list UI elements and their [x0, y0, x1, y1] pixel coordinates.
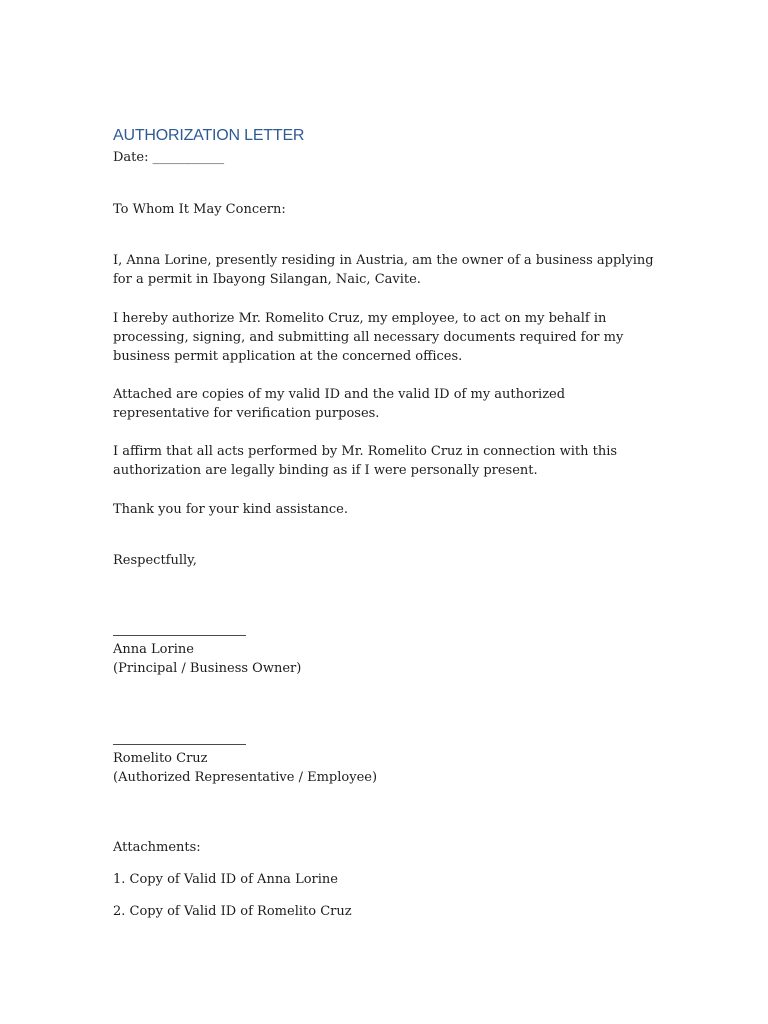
paragraph-thanks: Thank you for your kind assistance. [113, 502, 348, 517]
signature-line-principal [113, 635, 246, 636]
paragraph-affirmation: I affirm that all acts performed by Mr. Romelito Cruz in connection with this authorization are legally binding as if I were personally present. [113, 444, 618, 478]
salutation: To Whom It May Concern: [113, 202, 286, 217]
signatory-name-principal: Anna Lorine [113, 642, 194, 657]
attachment-item: 1. Copy of Valid ID of Anna Lorine [113, 872, 338, 887]
signatory-role-principal: (Principal / Business Owner) [113, 661, 302, 676]
letter-title: AUTHORIZATION LETTER [113, 127, 305, 144]
signatory-role-representative: (Authorized Representative / Employee) [113, 770, 378, 785]
attachments-heading: Attachments: [113, 840, 201, 855]
signatory-name-representative: Romelito Cruz [113, 751, 208, 766]
date-line: Date: ___________ [113, 150, 225, 165]
closing: Respectfully, [113, 553, 197, 568]
attachment-item: 2. Copy of Valid ID of Romelito Cruz [113, 904, 352, 919]
paragraph-residency: I, Anna Lorine, presently residing in Austria, am the owner of a business applying for a permit in Ibayong Silangan, Naic, Cavite. [113, 253, 654, 287]
signature-line-representative [113, 744, 246, 745]
paragraph-authorization: I hereby authorize Mr. Romelito Cruz, my employee, to act on my behalf in processing, signing, and submitting all necessary documents required for my business permit application at the concerned offices. [113, 311, 624, 364]
paragraph-attachments-note: Attached are copies of my valid ID and the valid ID of my authorized representative for verification purposes. [113, 387, 566, 421]
